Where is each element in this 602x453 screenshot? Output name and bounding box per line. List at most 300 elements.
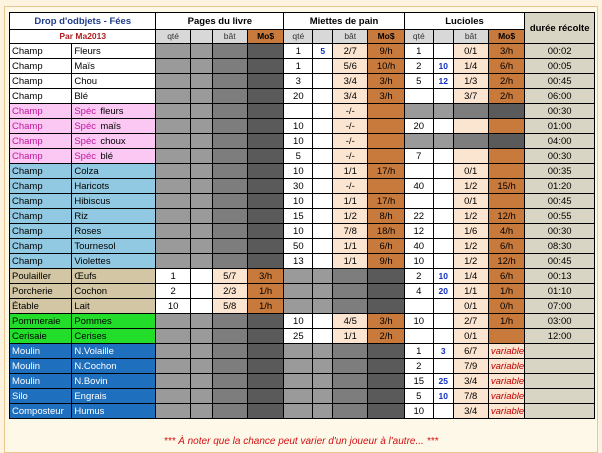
row-duration: 01:00 xyxy=(525,119,595,134)
row-item-name: Cerises xyxy=(74,330,107,342)
lucioles-count-cell: 3 xyxy=(433,344,453,359)
miettes-mog-cell xyxy=(368,299,404,314)
lucioles-mog-cell: variable xyxy=(488,344,524,359)
miettes-count-cell: 5 xyxy=(313,44,333,59)
miettes-qte-cell: 10 xyxy=(284,194,313,209)
lucioles-mog-cell: 15/h xyxy=(488,179,524,194)
row-item-name: Riz xyxy=(74,210,89,222)
miettes-mog-cell xyxy=(368,389,404,404)
miettes-mog-header: Mo$ xyxy=(368,30,404,44)
lucioles-qte-cell: 15 xyxy=(404,374,433,389)
miettes-count-cell xyxy=(313,119,333,134)
miettes-qte-cell: 13 xyxy=(284,254,313,269)
miettes-count-cell xyxy=(313,344,333,359)
miettes-mog-cell: 6/h xyxy=(368,239,404,254)
lucioles-count-cell xyxy=(433,44,453,59)
row-category: Moulin xyxy=(10,344,72,359)
lucioles-mog-cell: 3/h xyxy=(488,44,524,59)
lucioles-qte-header: qté xyxy=(404,30,433,44)
row-item-name: fleurs xyxy=(100,105,124,117)
row-item-name: maïs xyxy=(100,120,121,132)
row-item-name: Colza xyxy=(74,165,99,177)
pages-mog-cell xyxy=(247,224,283,239)
row-item xyxy=(72,104,156,119)
lucioles-count-cell xyxy=(433,299,453,314)
table-row xyxy=(10,59,595,74)
miettes-bat-cell: -/- xyxy=(333,179,368,194)
miettes-qte-cell xyxy=(284,359,313,374)
pages-count-cell xyxy=(190,89,212,104)
row-category: Champ xyxy=(10,59,72,74)
lucioles-mog-cell xyxy=(488,149,524,164)
pages-mog-cell xyxy=(247,44,283,59)
row-category: Champ xyxy=(10,44,72,59)
lucioles-bat-cell xyxy=(453,104,488,119)
pages-bat-cell xyxy=(212,344,247,359)
lucioles-count-cell: 10 xyxy=(433,59,453,74)
pages-bat-cell xyxy=(212,134,247,149)
pages-count-cell xyxy=(190,59,212,74)
row-duration: 00:02 xyxy=(525,44,595,59)
lucioles-qte-cell: 40 xyxy=(404,179,433,194)
miettes-count-cell xyxy=(313,359,333,374)
miettes-count-cell xyxy=(313,59,333,74)
table-row xyxy=(10,389,595,404)
miettes-mog-cell: 9/h xyxy=(368,254,404,269)
lucioles-count-cell xyxy=(433,254,453,269)
pages-bat-cell xyxy=(212,164,247,179)
lucioles-mog-cell xyxy=(488,329,524,344)
miettes-count-cell xyxy=(313,254,333,269)
miettes-qte-cell xyxy=(284,284,313,299)
miettes-mog-cell xyxy=(368,149,404,164)
miettes-qte-cell: 30 xyxy=(284,179,313,194)
lucioles-bat-cell: 1/2 xyxy=(453,179,488,194)
miettes-count-cell xyxy=(313,89,333,104)
pages-qte-header: qté xyxy=(156,30,190,44)
miettes-qte-cell: 25 xyxy=(284,329,313,344)
pages-count-cell xyxy=(190,254,212,269)
miettes-count-cell xyxy=(313,389,333,404)
miettes-qte-cell: 3 xyxy=(284,74,313,89)
table-row xyxy=(10,194,595,209)
miettes-mog-cell: 3/h xyxy=(368,74,404,89)
lucioles-mog-cell: 6/h xyxy=(488,269,524,284)
lucioles-qte-cell: 20 xyxy=(404,119,433,134)
pages-qte-cell xyxy=(156,44,190,59)
pages-qte-cell xyxy=(156,239,190,254)
lucioles-qte-cell: 2 xyxy=(404,269,433,284)
table-row xyxy=(10,149,595,164)
pages-count-cell xyxy=(190,374,212,389)
miettes-count-cell xyxy=(313,209,333,224)
row-item xyxy=(72,344,156,359)
pages-qte-cell xyxy=(156,254,190,269)
lucioles-mog-cell: variable xyxy=(488,389,524,404)
row-category: Champ xyxy=(10,149,72,164)
author-label: Par Ma2013 xyxy=(10,30,156,44)
row-category: Cerisaie xyxy=(10,329,72,344)
table-row xyxy=(10,404,595,419)
row-item-name: Haricots xyxy=(74,180,110,192)
table-row xyxy=(10,74,595,89)
table-row xyxy=(10,344,595,359)
row-category: Silo xyxy=(10,389,72,404)
lucioles-bat-cell xyxy=(453,149,488,164)
row-category: Champ xyxy=(10,119,72,134)
lucioles-mog-cell xyxy=(488,164,524,179)
row-duration: 04:00 xyxy=(525,134,595,149)
pages-count-cell xyxy=(190,269,212,284)
pages-mog-cell xyxy=(247,149,283,164)
miettes-bat-cell xyxy=(333,344,368,359)
row-item xyxy=(72,149,156,164)
row-item xyxy=(72,299,156,314)
pages-bat-cell: 5/8 xyxy=(212,299,247,314)
row-item-name: Violettes xyxy=(74,255,111,267)
pages-bat-cell xyxy=(212,149,247,164)
row-duration: 00:45 xyxy=(525,74,595,89)
pages-bat-cell: 2/3 xyxy=(212,284,247,299)
row-duration xyxy=(525,389,595,404)
row-duration: 00:13 xyxy=(525,269,595,284)
lucioles-mog-cell: 6/h xyxy=(488,59,524,74)
miettes-count-cell xyxy=(313,194,333,209)
lucioles-count-cell: 20 xyxy=(433,284,453,299)
row-item xyxy=(72,314,156,329)
miettes-qte-cell xyxy=(284,404,313,419)
lucioles-qte-cell xyxy=(404,299,433,314)
lucioles-mog-cell xyxy=(488,119,524,134)
lucioles-bat-cell: 1/2 xyxy=(453,254,488,269)
miettes-mog-cell: 17/h xyxy=(368,164,404,179)
miettes-bat-cell: 3/4 xyxy=(333,74,368,89)
miettes-mog-cell: 3/h xyxy=(368,89,404,104)
miettes-mog-cell xyxy=(368,359,404,374)
miettes-count-cell xyxy=(313,269,333,284)
row-item-name: Blé xyxy=(74,90,89,102)
miettes-mog-cell xyxy=(368,374,404,389)
row-item xyxy=(72,119,156,134)
pages-count-cell xyxy=(190,299,212,314)
lucioles-mog-cell: 12/h xyxy=(488,254,524,269)
miettes-bat-cell: -/- xyxy=(333,119,368,134)
lucioles-count-cell xyxy=(433,134,453,149)
lucioles-count-cell: 10 xyxy=(433,389,453,404)
lucioles-count-cell xyxy=(433,359,453,374)
lucioles-count-cell xyxy=(433,89,453,104)
lucioles-count-cell: 10 xyxy=(433,269,453,284)
lucioles-qte-cell xyxy=(404,164,433,179)
lucioles-mog-cell xyxy=(488,104,524,119)
miettes-qte-cell: 50 xyxy=(284,239,313,254)
pages-count-cell xyxy=(190,149,212,164)
pages-bat-cell xyxy=(212,389,247,404)
pages-count-cell xyxy=(190,344,212,359)
lucioles-count-cell xyxy=(433,404,453,419)
miettes-qte-cell: 10 xyxy=(284,314,313,329)
lucioles-bat-cell: 0/1 xyxy=(453,194,488,209)
pages-bat-cell xyxy=(212,314,247,329)
miettes-mog-cell xyxy=(368,179,404,194)
miettes-qte-cell xyxy=(284,269,313,284)
row-category: Champ xyxy=(10,134,72,149)
row-duration: 00:05 xyxy=(525,59,595,74)
row-duration: 08:30 xyxy=(525,239,595,254)
lucioles-mog-cell: variable xyxy=(488,374,524,389)
pages-count-cell xyxy=(190,239,212,254)
miettes-qte-cell: 1 xyxy=(284,59,313,74)
miettes-mog-cell: 18/h xyxy=(368,224,404,239)
table-row xyxy=(10,44,595,59)
lucioles-count-cell xyxy=(433,194,453,209)
row-duration xyxy=(525,374,595,389)
row-category: Champ xyxy=(10,179,72,194)
table-row xyxy=(10,254,595,269)
pages-count-header xyxy=(190,30,212,44)
row-item-name: Fleurs xyxy=(74,45,101,57)
table-row xyxy=(10,299,595,314)
pages-count-cell xyxy=(190,314,212,329)
lucioles-mog-cell xyxy=(488,194,524,209)
pages-qte-cell xyxy=(156,329,190,344)
lucioles-bat-cell: 1/1 xyxy=(453,284,488,299)
miettes-mog-cell xyxy=(368,119,404,134)
pages-bat-cell xyxy=(212,239,247,254)
lucioles-qte-cell: 1 xyxy=(404,44,433,59)
pages-bat-header: bât xyxy=(212,30,247,44)
miettes-qte-cell: 10 xyxy=(284,119,313,134)
miettes-count-cell xyxy=(313,374,333,389)
lucioles-mog-cell: 2/h xyxy=(488,89,524,104)
row-duration: 07:00 xyxy=(525,299,595,314)
pages-mog-cell xyxy=(247,104,283,119)
pages-qte-cell: 1 xyxy=(156,269,190,284)
lucioles-count-cell xyxy=(433,164,453,179)
lucioles-count-cell xyxy=(433,104,453,119)
pages-bat-cell: 5/7 xyxy=(212,269,247,284)
lucioles-mog-cell: variable xyxy=(488,404,524,419)
pages-qte-cell xyxy=(156,134,190,149)
row-item-name: N.Bovin xyxy=(74,375,108,387)
table-row xyxy=(10,104,595,119)
pages-mog-cell: 3/h xyxy=(247,269,283,284)
row-category: Champ xyxy=(10,224,72,239)
row-item xyxy=(72,224,156,239)
miettes-count-cell xyxy=(313,164,333,179)
lucioles-count-cell xyxy=(433,119,453,134)
row-item xyxy=(72,59,156,74)
row-item-name: Roses xyxy=(74,225,102,237)
lucioles-qte-cell: 4 xyxy=(404,284,433,299)
row-spec-prefix: Spéc xyxy=(74,150,96,162)
row-spec-prefix: Spéc xyxy=(74,135,96,147)
lucioles-mog-header: Mo$ xyxy=(488,30,524,44)
lucioles-mog-cell: 0/h xyxy=(488,299,524,314)
pages-mog-cell xyxy=(247,89,283,104)
lucioles-mog-cell: 1/h xyxy=(488,314,524,329)
miettes-qte-cell xyxy=(284,389,313,404)
lucioles-qte-cell: 40 xyxy=(404,239,433,254)
pages-qte-cell xyxy=(156,314,190,329)
miettes-mog-cell xyxy=(368,284,404,299)
lucioles-bat-cell: 0/1 xyxy=(453,164,488,179)
row-item-name: Humus xyxy=(74,405,105,417)
miettes-mog-cell xyxy=(368,269,404,284)
pages-bat-cell xyxy=(212,209,247,224)
lucioles-mog-cell: 6/h xyxy=(488,239,524,254)
lucioles-count-header xyxy=(433,30,453,44)
lucioles-qte-cell: 10 xyxy=(404,404,433,419)
lucioles-bat-cell: 3/4 xyxy=(453,374,488,389)
pages-mog-cell xyxy=(247,329,283,344)
pages-qte-cell xyxy=(156,389,190,404)
pages-mog-cell xyxy=(247,59,283,74)
miettes-count-cell xyxy=(313,224,333,239)
row-spec-prefix: Spéc xyxy=(74,120,96,132)
miettes-qte-cell xyxy=(284,344,313,359)
row-duration: 03:00 xyxy=(525,314,595,329)
row-item xyxy=(72,164,156,179)
row-category: Champ xyxy=(10,194,72,209)
table-row xyxy=(10,314,595,329)
row-item-name: Lait xyxy=(74,300,90,312)
row-duration: 01:20 xyxy=(525,179,595,194)
lucioles-qte-cell: 10 xyxy=(404,254,433,269)
miettes-qte-cell xyxy=(284,104,313,119)
miettes-count-cell xyxy=(313,179,333,194)
row-item xyxy=(72,359,156,374)
miettes-mog-cell xyxy=(368,104,404,119)
pages-qte-cell xyxy=(156,359,190,374)
row-item-name: Maïs xyxy=(74,60,95,72)
row-category: Composteur xyxy=(10,404,72,419)
pages-bat-cell xyxy=(212,404,247,419)
lucioles-bat-cell: 7/9 xyxy=(453,359,488,374)
miettes-mog-cell: 2/h xyxy=(368,329,404,344)
pages-qte-cell xyxy=(156,74,190,89)
lucioles-qte-cell xyxy=(404,104,433,119)
lucioles-bat-cell: 1/4 xyxy=(453,269,488,284)
row-category: Étable xyxy=(10,299,72,314)
miettes-bat-cell: -/- xyxy=(333,134,368,149)
row-duration: 00:30 xyxy=(525,104,595,119)
pages-bat-cell xyxy=(212,59,247,74)
table-row xyxy=(10,224,595,239)
pages-qte-cell xyxy=(156,404,190,419)
row-spec-prefix: Spéc xyxy=(74,105,96,117)
pages-qte-cell: 2 xyxy=(156,284,190,299)
row-duration: 12:00 xyxy=(525,329,595,344)
pages-mog-cell xyxy=(247,239,283,254)
lucioles-qte-cell xyxy=(404,194,433,209)
pages-qte-cell xyxy=(156,149,190,164)
miettes-qte-cell xyxy=(284,374,313,389)
pages-count-cell xyxy=(190,194,212,209)
miettes-bat-cell: -/- xyxy=(333,104,368,119)
row-item xyxy=(72,239,156,254)
row-item-name: Tournesol xyxy=(74,240,116,252)
pages-count-cell xyxy=(190,359,212,374)
miettes-qte-cell: 20 xyxy=(284,89,313,104)
lucioles-count-cell xyxy=(433,314,453,329)
lucioles-bat-cell: 3/7 xyxy=(453,89,488,104)
row-item xyxy=(72,74,156,89)
miettes-bat-header: bât xyxy=(333,30,368,44)
table-row xyxy=(10,239,595,254)
pages-count-cell xyxy=(190,224,212,239)
row-category: Moulin xyxy=(10,359,72,374)
pages-bat-cell xyxy=(212,194,247,209)
duration-header: durée récolte xyxy=(525,13,595,44)
pages-mog-cell xyxy=(247,344,283,359)
pages-bat-cell xyxy=(212,104,247,119)
row-category: Porcherie xyxy=(10,284,72,299)
pages-qte-cell xyxy=(156,119,190,134)
pages-mog-header: Mo$ xyxy=(247,30,283,44)
row-item xyxy=(72,254,156,269)
lucioles-qte-cell xyxy=(404,89,433,104)
row-item xyxy=(72,209,156,224)
row-item-name: Hibiscus xyxy=(74,195,111,207)
pages-qte-cell xyxy=(156,104,190,119)
table-row xyxy=(10,284,595,299)
lucioles-mog-cell xyxy=(488,134,524,149)
footnote: *** À noter que la chance peut varier d'un joueur à l'autre... *** xyxy=(163,436,439,447)
lucioles-qte-cell: 7 xyxy=(404,149,433,164)
miettes-bat-cell xyxy=(333,284,368,299)
row-item-name: Pommes xyxy=(74,315,112,327)
table-row xyxy=(10,179,595,194)
row-item xyxy=(72,179,156,194)
pages-qte-cell xyxy=(156,89,190,104)
miettes-bat-cell xyxy=(333,269,368,284)
pages-qte-cell xyxy=(156,224,190,239)
miettes-count-cell xyxy=(313,149,333,164)
row-category: Champ xyxy=(10,104,72,119)
lucioles-count-cell xyxy=(433,149,453,164)
row-duration: 01:10 xyxy=(525,284,595,299)
lucioles-bat-cell: 6/7 xyxy=(453,344,488,359)
row-item-name: Engrais xyxy=(74,390,107,402)
pages-count-cell xyxy=(190,44,212,59)
row-item-name: Cochon xyxy=(74,285,108,297)
pages-qte-cell xyxy=(156,209,190,224)
pages-bat-cell xyxy=(212,179,247,194)
miettes-count-cell xyxy=(313,74,333,89)
miettes-bat-cell: -/- xyxy=(333,149,368,164)
lucioles-bat-cell: 1/2 xyxy=(453,239,488,254)
pages-bat-cell xyxy=(212,119,247,134)
table-row xyxy=(10,374,595,389)
miettes-bat-cell: 1/1 xyxy=(333,254,368,269)
table-row xyxy=(10,134,595,149)
pages-mog-cell xyxy=(247,404,283,419)
miettes-bat-cell: 1/1 xyxy=(333,329,368,344)
pages-mog-cell xyxy=(247,74,283,89)
lucioles-bat-cell: 1/4 xyxy=(453,59,488,74)
pages-mog-cell xyxy=(247,374,283,389)
lucioles-count-cell xyxy=(433,239,453,254)
row-category: Pommeraie xyxy=(10,314,72,329)
pages-qte-cell xyxy=(156,179,190,194)
pages-mog-cell xyxy=(247,359,283,374)
pages-count-cell xyxy=(190,164,212,179)
miettes-mog-cell: 10/h xyxy=(368,59,404,74)
lucioles-bat-cell: 3/4 xyxy=(453,404,488,419)
pages-mog-cell xyxy=(247,389,283,404)
miettes-mog-cell xyxy=(368,404,404,419)
